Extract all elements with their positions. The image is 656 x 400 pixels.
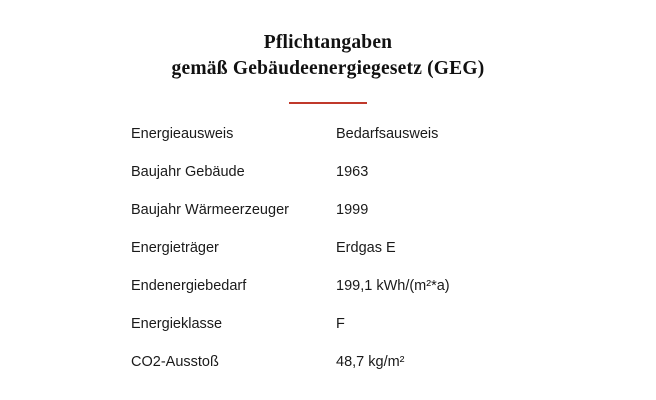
row-label: Energieträger bbox=[131, 240, 219, 256]
page-title-line-2: gemäß Gebäudeenergiegesetz (GEG) bbox=[171, 58, 485, 79]
table-row bbox=[131, 316, 656, 354]
row-value: 48,7 kg/m² bbox=[336, 354, 405, 370]
row-value: 1999 bbox=[336, 202, 369, 218]
row-value: 1963 bbox=[336, 164, 369, 180]
table-row bbox=[131, 354, 656, 392]
row-label: Baujahr Wärmeerzeuger bbox=[131, 202, 289, 218]
page-title-line-1: Pflichtangaben bbox=[263, 32, 393, 53]
table-row bbox=[131, 240, 656, 278]
title-divider bbox=[289, 102, 367, 104]
table-row bbox=[131, 126, 656, 164]
document-title-block bbox=[0, 0, 656, 104]
row-label: Endenergiebedarf bbox=[131, 278, 247, 294]
row-label: Energieklasse bbox=[131, 316, 223, 332]
row-value: 199,1 kWh/(m²*a) bbox=[336, 278, 450, 294]
table-row bbox=[131, 202, 656, 240]
table-row bbox=[131, 278, 656, 316]
table-row bbox=[131, 164, 656, 202]
row-label: CO2-Ausstoß bbox=[131, 354, 219, 370]
row-value: F bbox=[336, 316, 345, 332]
row-value: Bedarfsausweis bbox=[336, 126, 439, 142]
row-label: Baujahr Gebäude bbox=[131, 164, 245, 180]
row-label: Energieausweis bbox=[131, 126, 234, 142]
mandatory-info-table bbox=[0, 126, 656, 392]
row-value: Erdgas E bbox=[336, 240, 396, 256]
